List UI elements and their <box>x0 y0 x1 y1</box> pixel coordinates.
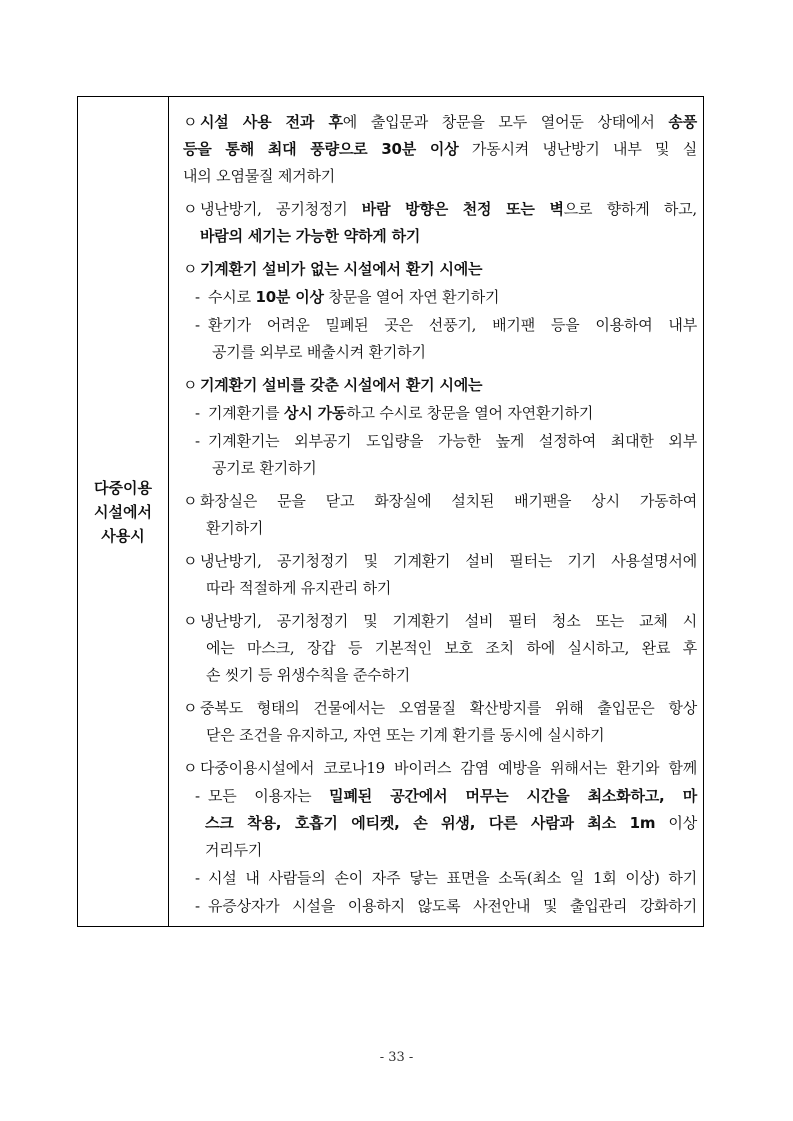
text-line <box>183 662 697 689</box>
text-line-content <box>206 662 697 689</box>
text-line <box>195 455 697 482</box>
bullet-marker: ㅇ <box>183 552 198 570</box>
text-line <box>195 400 697 427</box>
body-text: 수시로 <box>208 288 256 306</box>
body-text: 냉난방기, 공기청정기 <box>200 200 362 218</box>
text-line-content <box>206 515 697 542</box>
body-text: 창문을 열어 자연 환기하기 <box>323 288 500 306</box>
dash-marker: - <box>195 432 200 450</box>
text-line-content <box>206 575 697 602</box>
body-text: 유증상자가 시설을 이용하지 않도록 사전안내 및 출입관리 강화하기 <box>208 897 697 915</box>
sub-item <box>195 893 697 920</box>
body-text: 냉난방기, 공기청정기 및 기계환기 설비 필터 청소 또는 교체 시 <box>200 612 697 630</box>
text-line-content <box>212 339 697 366</box>
text-line <box>183 196 697 223</box>
bullet-marker: ㅇ <box>183 113 198 131</box>
body-text: 가동시켜 냉난방기 내부 및 실 <box>458 140 697 158</box>
guideline-table <box>77 96 704 927</box>
text-line-content <box>183 136 697 163</box>
sub-item <box>195 400 697 427</box>
text-line-content <box>206 635 697 662</box>
category-label-line: 다중이용 <box>94 478 152 497</box>
text-line <box>183 223 697 250</box>
category-label-line: 사용시 <box>101 526 145 545</box>
body-text: 하고 수시로 창문을 열어 자연환기하기 <box>346 404 594 422</box>
text-line <box>195 339 697 366</box>
body-text: 공기를 외부로 배출시켜 환기하기 <box>212 343 426 361</box>
bullet-marker: ㅇ <box>183 759 198 777</box>
text-line-content <box>212 455 697 482</box>
text-line <box>183 575 697 602</box>
guideline-item-airflow-direction <box>183 196 697 250</box>
guideline-item-corridor-building <box>183 695 697 749</box>
text-line <box>183 256 697 283</box>
bullet-marker: ㅇ <box>183 200 198 218</box>
category-label-line: 시설에서 <box>94 502 152 521</box>
text-line-content <box>200 488 697 515</box>
category-cell <box>78 97 169 926</box>
body-text: 이상 <box>655 814 697 832</box>
guideline-item-filter-maintenance <box>183 548 697 602</box>
text-line <box>183 515 697 542</box>
text-line-content <box>206 722 697 749</box>
body-text: 다중이용시설에서 코로나19 바이러스 감염 예방을 위해서는 환기와 함께 <box>200 759 697 777</box>
emphasis-text: 10분 이상 <box>255 288 324 306</box>
body-text: 닫은 조건을 유지하고, 자연 또는 기계 환기를 동시에 실시하기 <box>206 726 605 744</box>
text-line-content <box>205 810 697 837</box>
bullet-marker: ㅇ <box>183 376 198 394</box>
text-line-content <box>208 312 697 339</box>
body-text: 중복도 형태의 건물에서는 오염물질 확산방지를 위해 출입문은 항상 <box>200 699 697 717</box>
text-line-content <box>200 256 697 283</box>
body-text: 따라 적절하게 유지관리 하기 <box>206 579 392 597</box>
text-line-content <box>183 163 697 190</box>
text-line-content <box>208 865 697 892</box>
emphasis-text: 상시 가동 <box>284 404 347 422</box>
bullet-marker: ㅇ <box>183 492 198 510</box>
text-line-content <box>205 837 697 864</box>
page-number: - 33 - <box>379 1050 414 1065</box>
dash-marker: - <box>195 869 200 887</box>
sub-item <box>195 783 697 864</box>
body-text: 모든 이용자는 <box>208 787 330 805</box>
text-line <box>183 109 697 136</box>
emphasis-text: 시설 사용 전과 후 <box>200 113 343 131</box>
text-line <box>183 755 697 782</box>
body-text: 냉난방기, 공기청정기 및 기계환기 설비 필터는 기기 사용설명서에 <box>200 552 697 570</box>
text-line <box>195 284 697 311</box>
body-text: 내의 오염물질 제거하기 <box>183 167 336 185</box>
text-line <box>183 488 697 515</box>
text-line-content <box>200 223 697 250</box>
emphasis-text: 스크 착용, 호흡기 에티켓, 손 위생, 다른 사람과 최소 1m <box>205 814 656 832</box>
guideline-item-filter-cleaning-protection <box>183 608 697 689</box>
body-text: 기계환기는 외부공기 도입량을 가능한 높게 설정하여 최대한 외부 <box>208 432 697 450</box>
bullet-marker: ㅇ <box>183 612 198 630</box>
text-line-content <box>208 284 697 311</box>
sub-item <box>195 428 697 482</box>
body-text: 시설 내 사람들의 손이 자주 닿는 표면을 소독(최소 일 1회 이상) 하기 <box>208 869 697 887</box>
body-text: 환기하기 <box>206 519 264 537</box>
text-line <box>183 608 697 635</box>
body-text: 손 씻기 등 위생수칙을 준수하기 <box>206 666 411 684</box>
emphasis-text: 기계환기 설비를 갖춘 시설에서 환기 시에는 <box>200 376 483 394</box>
emphasis-text: 바람의 세기는 가능한 약하게 하기 <box>200 227 421 245</box>
guideline-item-no-mechanical-ventilation <box>183 256 697 366</box>
text-line-content <box>200 695 697 722</box>
dash-marker: - <box>195 316 200 334</box>
body-text: 에 출입문과 창문을 모두 열어둔 상태에서 <box>342 113 669 131</box>
guideline-item-ventilate-before-after-use <box>183 109 697 190</box>
emphasis-text: 송풍 <box>668 113 697 131</box>
text-line-content <box>200 548 697 575</box>
bullet-marker: ㅇ <box>183 260 198 278</box>
dash-marker: - <box>195 288 200 306</box>
sub-item <box>195 312 697 366</box>
text-line <box>183 695 697 722</box>
text-line-content <box>208 428 697 455</box>
sub-item <box>195 865 697 892</box>
body-text: 공기로 환기하기 <box>212 459 317 477</box>
dash-marker: - <box>195 897 200 915</box>
sub-item <box>195 284 697 311</box>
text-line <box>195 810 697 837</box>
text-line <box>183 136 697 163</box>
text-line-content <box>208 400 697 427</box>
text-line <box>183 722 697 749</box>
text-line-content <box>200 196 697 223</box>
body-text: 거리두기 <box>205 841 263 859</box>
emphasis-text: 기계환기 설비가 없는 시설에서 환기 시에는 <box>200 260 483 278</box>
text-line-content <box>208 893 697 920</box>
dash-marker: - <box>195 404 200 422</box>
body-text: 환기가 어려운 밀폐된 곳은 선풍기, 배기팬 등을 이용하여 내부 <box>208 316 697 334</box>
guideline-item-restroom-exhaust <box>183 488 697 542</box>
dash-marker: - <box>195 787 200 805</box>
guideline-content-cell <box>169 97 703 926</box>
text-line <box>183 635 697 662</box>
body-text: 으로 향하게 하고, <box>563 200 697 218</box>
emphasis-text: 바람 방향은 천정 또는 벽 <box>361 200 564 218</box>
body-text: 화장실은 문을 닫고 화장실에 설치된 배기팬을 상시 가동하여 <box>200 492 697 510</box>
text-line-content <box>200 608 697 635</box>
text-line <box>195 783 697 810</box>
text-line <box>195 893 697 920</box>
text-line-content <box>208 783 697 810</box>
text-line <box>183 548 697 575</box>
text-line <box>183 372 697 399</box>
text-line <box>195 312 697 339</box>
body-text: 에는 마스크, 장갑 등 기본적인 보호 조치 하에 실시하고, 완료 후 <box>206 639 697 657</box>
guideline-item-with-mechanical-ventilation <box>183 372 697 482</box>
text-line-content <box>200 109 697 136</box>
text-line <box>195 837 697 864</box>
guideline-item-covid19-prevention <box>183 755 697 920</box>
body-text: 기계환기를 <box>208 404 285 422</box>
bullet-marker: ㅇ <box>183 699 198 717</box>
text-line-content <box>200 755 697 782</box>
text-line <box>195 865 697 892</box>
text-line <box>195 428 697 455</box>
text-line <box>183 163 697 190</box>
text-line-content <box>200 372 697 399</box>
emphasis-text: 밀폐된 공간에서 머무는 시간을 최소화하고, 마 <box>329 787 697 805</box>
emphasis-text: 등을 통해 최대 풍량으로 30분 이상 <box>183 140 459 158</box>
